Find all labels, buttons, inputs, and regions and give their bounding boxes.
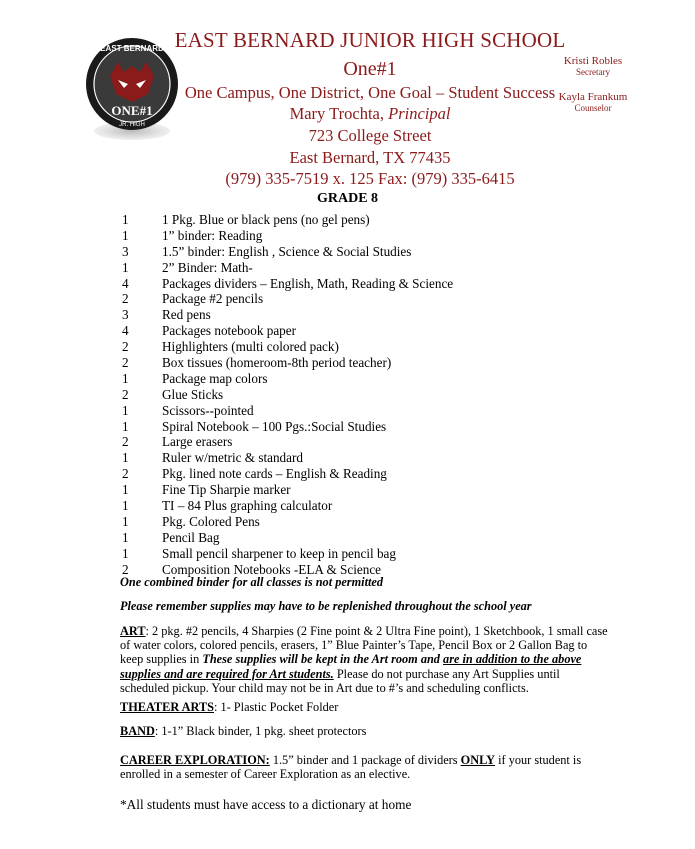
staff-role: Secretary [576, 67, 610, 77]
item-name: 1.5” binder: English , Science & Social Studies [162, 243, 412, 259]
art-emphasis-1: These supplies will be kept in the Art room and [202, 652, 444, 667]
item-name: TI – 84 Plus graphing calculator [162, 498, 333, 514]
item-qty: 1 [122, 418, 129, 434]
item-qty: 1 [122, 529, 129, 545]
motto: One Campus, One District, One Goal – Student Success [184, 83, 556, 102]
theater-text: : 1- Plastic Pocket Folder [214, 700, 339, 714]
item-qty: 1 [122, 259, 129, 275]
item-qty: 1 [122, 402, 129, 418]
item-name: Package map colors [162, 370, 268, 386]
item-qty: 3 [122, 243, 129, 259]
theater-section [120, 700, 610, 714]
item-qty: 1 [122, 212, 129, 227]
career-heading: CAREER EXPLORATION: [120, 753, 270, 767]
item-qty: 2 [122, 434, 129, 450]
one-number: One#1 [343, 58, 397, 80]
item-qty: 2 [122, 339, 129, 355]
item-name: Scissors--pointed [162, 402, 254, 418]
list-item [122, 403, 453, 419]
item-name: 2” Binder: Math- [162, 259, 253, 275]
item-qty: 1 [122, 450, 129, 466]
theater-heading: THEATER ARTS [120, 700, 214, 714]
item-name: Packages notebook paper [162, 323, 297, 339]
item-qty: 4 [122, 275, 129, 291]
svg-text:EAST BERNARD: EAST BERNARD [100, 44, 164, 53]
list-item [122, 260, 453, 276]
staff-secretary [548, 55, 638, 77]
item-name: Box tissues (homeroom-8th period teacher) [162, 355, 392, 371]
list-item [122, 276, 453, 292]
list-item [122, 339, 453, 355]
list-item [122, 355, 453, 371]
street-address: 723 College Street [308, 126, 432, 145]
list-item [122, 419, 453, 435]
list-item [122, 530, 453, 546]
list-item [122, 387, 453, 403]
item-name: Pkg. Colored Pens [162, 513, 260, 529]
item-name: 1 Pkg. Blue or black pens (no gel pens) [162, 212, 370, 227]
item-qty: 2 [122, 386, 129, 402]
dictionary-note: *All students must have access to a dictionary at home [120, 797, 412, 812]
item-qty: 1 [122, 482, 129, 498]
item-name: Fine Tip Sharpie marker [162, 482, 291, 498]
list-item [122, 434, 453, 450]
list-item [122, 291, 453, 307]
art-section [120, 624, 610, 695]
grade-title: GRADE 8 [316, 191, 379, 206]
city-address: East Bernard, TX 77435 [289, 148, 451, 167]
item-name: Large erasers [162, 434, 233, 450]
item-name: Highlighters (multi colored pack) [162, 339, 339, 355]
list-item [122, 212, 453, 228]
item-name: Glue Sticks [162, 386, 224, 402]
item-qty: 1 [122, 545, 129, 561]
item-name: 1” binder: Reading [162, 227, 263, 243]
item-name: Pkg. lined note cards – English & Reading [162, 466, 387, 482]
list-item [122, 228, 453, 244]
replenish-note: Please remember supplies may have to be replenished throughout the school year [120, 599, 532, 613]
principal-title: Principal [388, 104, 451, 123]
art-text-1: : 2 pkg. #2 pencils, 4 Sharpies (2 Fine point & 2 Ultra Fine point), 1 Sketchbook, 1 small case of water colors, colored pencils, erasers, 1” Blue Painter’s Tape, Pencil Box or 2 Gallon Bag to keep supplies in [120, 624, 608, 667]
career-section [120, 753, 610, 781]
list-item [122, 244, 453, 260]
list-item [122, 371, 453, 387]
career-emphasis: ONLY [460, 753, 496, 767]
svg-text:ONE#1: ONE#1 [111, 103, 153, 118]
list-item [122, 450, 453, 466]
item-name: Pencil Bag [162, 529, 220, 545]
staff-role: Counselor [574, 103, 612, 113]
list-item [122, 466, 453, 482]
item-name: Ruler w/metric & standard [162, 450, 303, 466]
item-name: Package #2 pencils [162, 291, 264, 307]
art-text-2: Please do not purchase any Art Supplies until scheduled pickup. Your child may not be in Art due to #’s and scheduling conflicts. [120, 666, 560, 695]
svg-text:JR. HIGH: JR. HIGH [119, 122, 145, 128]
career-text-1: 1.5” binder and 1 package of dividers [269, 753, 461, 767]
item-qty: 2 [122, 355, 129, 371]
staff-counselor [548, 91, 638, 113]
list-item [122, 323, 453, 339]
item-qty: 1 [122, 498, 129, 514]
phone-fax: (979) 335-7519 x. 125 Fax: (979) 335-6415 [225, 169, 515, 188]
staff-name: Kristi Robles [563, 55, 623, 67]
band-section [120, 724, 610, 738]
staff-name: Kayla Frankum [558, 91, 628, 103]
list-item [122, 498, 453, 514]
list-item [122, 482, 453, 498]
band-heading: BAND [120, 724, 155, 738]
item-name: Red pens [162, 307, 211, 323]
item-name: Composition Notebooks -ELA & Science [162, 561, 382, 577]
list-item [122, 546, 453, 562]
item-qty: 2 [122, 466, 129, 482]
principal-name: Mary Trochta, [289, 104, 389, 123]
binder-note: One combined binder for all classes is not permitted [120, 575, 384, 589]
item-qty: 1 [122, 227, 129, 243]
career-text-2: if your student is enrolled in a semester of Career Exploration as an elective. [120, 753, 582, 782]
item-qty: 3 [122, 307, 129, 323]
art-emphasis-2: are in addition to the above supplies and are required for Art students. [120, 652, 582, 681]
principal [160, 104, 580, 124]
item-qty: 2 [122, 561, 129, 577]
item-qty: 1 [122, 370, 129, 386]
item-qty: 4 [122, 323, 129, 339]
art-heading: ART [120, 624, 146, 638]
school-name: EAST BERNARD JUNIOR HIGH SCHOOL [174, 28, 566, 52]
item-name: Small pencil sharpener to keep in pencil bag [162, 545, 397, 561]
supply-list [122, 212, 453, 577]
item-qty: 2 [122, 291, 129, 307]
list-item [122, 307, 453, 323]
list-item [122, 514, 453, 530]
item-name: Spiral Notebook – 100 Pgs.:Social Studies [162, 418, 387, 434]
item-qty: 1 [122, 513, 129, 529]
band-text: : 1-1” Black binder, 1 pkg. sheet protectors [154, 724, 367, 738]
item-name: Packages dividers – English, Math, Reading & Science [162, 275, 454, 291]
